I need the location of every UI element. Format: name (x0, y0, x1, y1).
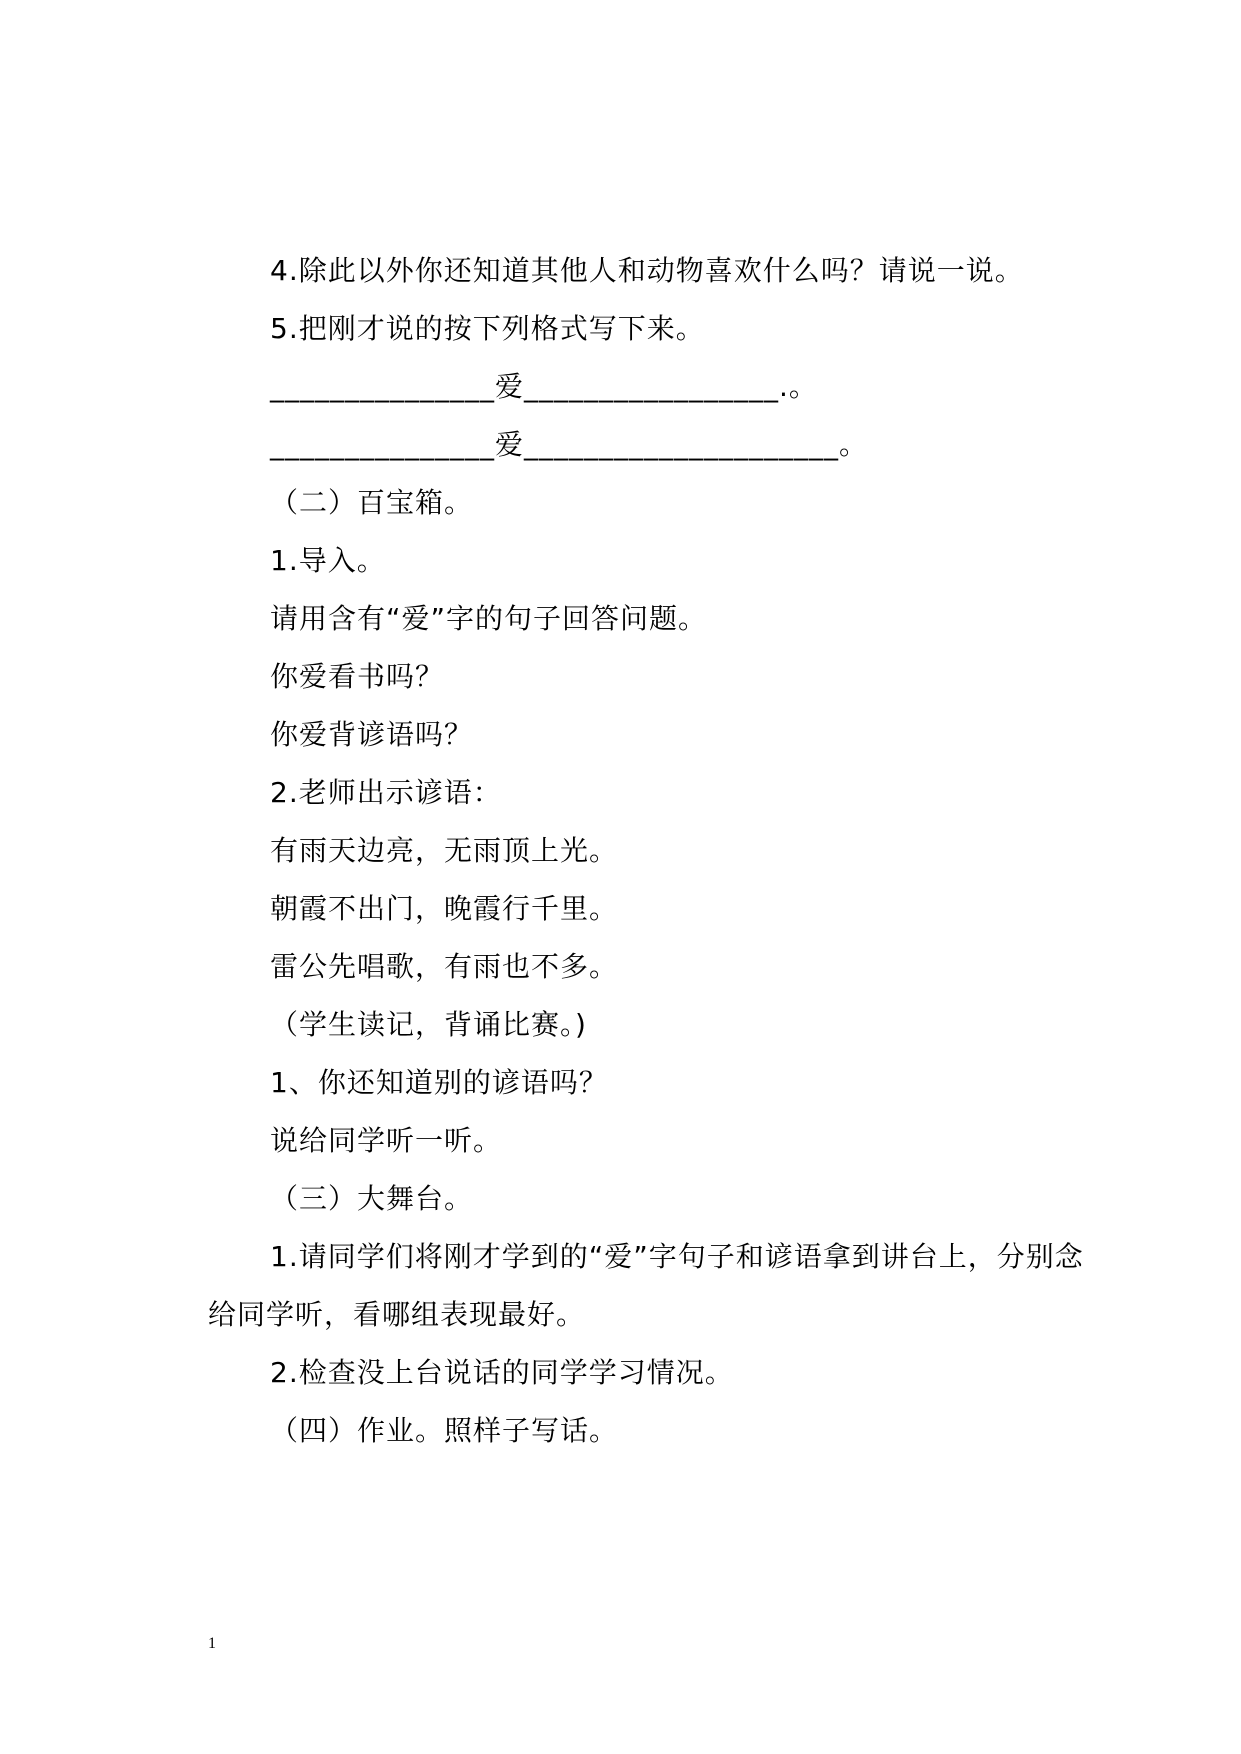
fill-in-blank-line: _______________爱_________________.。 (270, 370, 818, 403)
text-line: 4.除此以外你还知道其他人和动物喜欢什么吗？请说一说。 (270, 254, 1024, 287)
text-line: 请用含有“爱”字的句子回答问题。 (270, 602, 708, 635)
text-line: 你爱看书吗？ (270, 660, 445, 693)
text-line: 2.检查没上台说话的同学学习情况。 (270, 1356, 734, 1389)
text-line: 你爱背谚语吗？ (270, 718, 474, 751)
text-line: 1.导入。 (270, 544, 386, 577)
wrapped-paragraph: 1.请同学们将刚才学到的“爱”字句子和谚语拿到讲台上，分别念给同学听，看哪组表现最好。 (208, 1240, 1084, 1331)
text-line: 2.老师出示谚语： (270, 776, 502, 809)
fill-in-blank-line: _______________爱_____________________。 (270, 428, 869, 461)
proverb-line: 有雨天边亮，无雨顶上光。 (270, 834, 619, 867)
page-number: 1 (208, 1635, 216, 1652)
text-line: （学生读记，背诵比赛。) (270, 1008, 587, 1041)
document-body (208, 242, 1088, 1460)
text-line: 5.把刚才说的按下列格式写下来。 (270, 312, 705, 345)
proverb-line: 朝霞不出门，晚霞行千里。 (270, 892, 619, 925)
text-line: 1、你还知道别的谚语吗？ (270, 1066, 608, 1099)
section-heading: （三）大舞台。 (270, 1182, 474, 1215)
section-heading: （四）作业。照样子写话。 (270, 1414, 619, 1447)
text-line: 说给同学听一听。 (270, 1124, 503, 1157)
proverb-line: 雷公先唱歌，有雨也不多。 (270, 950, 619, 983)
section-heading: （二）百宝箱。 (270, 486, 474, 519)
